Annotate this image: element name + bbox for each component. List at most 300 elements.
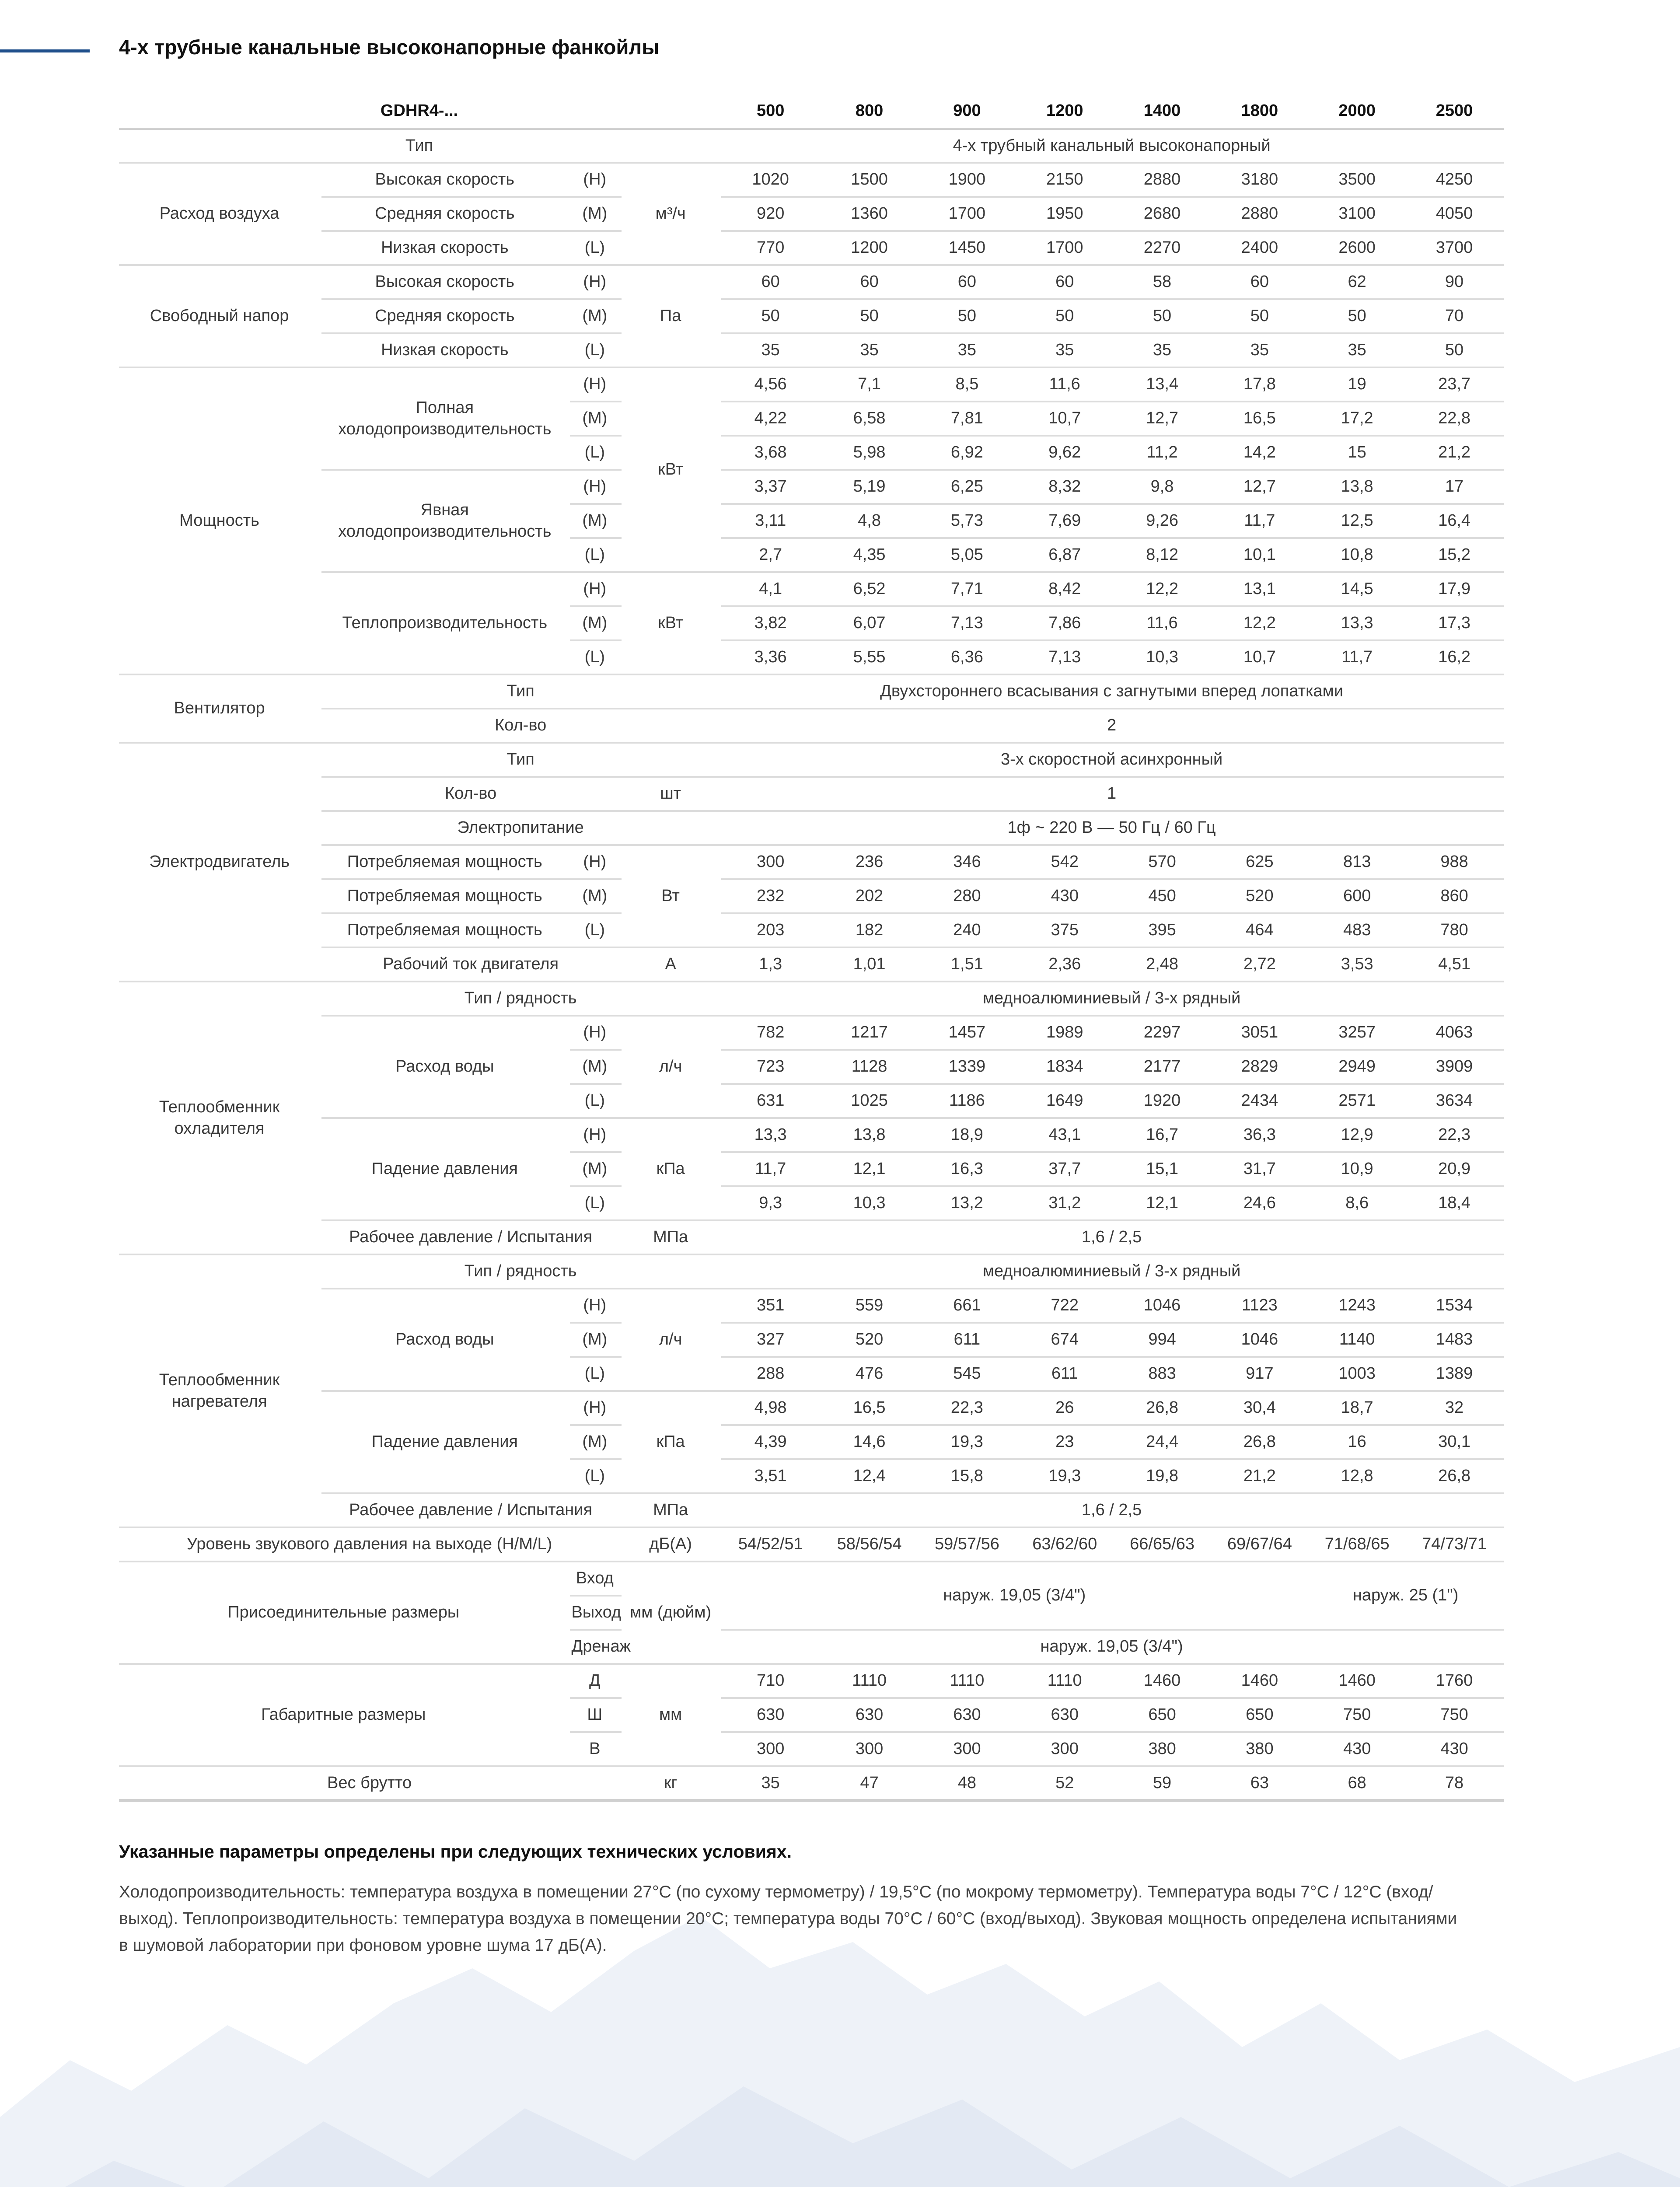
value-cell: 430 xyxy=(1016,879,1114,913)
value-cell: 3,36 xyxy=(720,640,821,674)
value-cell: 70 xyxy=(1406,299,1503,333)
table-row xyxy=(119,367,1503,402)
value-cell: 11,2 xyxy=(1114,436,1211,470)
value-cell: 476 xyxy=(821,1357,918,1391)
value-cell: 9,62 xyxy=(1016,436,1114,470)
mode-label: Вход xyxy=(569,1562,621,1596)
value-cell: 6,36 xyxy=(918,640,1016,674)
value-cell: 2,36 xyxy=(1016,947,1114,982)
value-cell: 1920 xyxy=(1114,1084,1211,1118)
row-label: Падение давления xyxy=(321,1391,569,1493)
unit-label: кПа xyxy=(621,1391,720,1493)
value-cell: 3180 xyxy=(1211,163,1308,197)
row-label: Падение давления xyxy=(321,1118,569,1220)
value-cell: наруж. 19,05 (3/4") xyxy=(720,1630,1503,1664)
value-cell: 58 xyxy=(1114,265,1211,299)
value-cell: 16,3 xyxy=(918,1152,1016,1186)
table-row xyxy=(119,1254,1503,1289)
model-header: 900 xyxy=(918,94,1016,129)
value-cell: 520 xyxy=(1211,879,1308,913)
value-cell: 74/73/71 xyxy=(1406,1527,1503,1562)
value-cell: 1046 xyxy=(1211,1323,1308,1357)
value-cell: 7,69 xyxy=(1016,504,1114,538)
value-cell: 2150 xyxy=(1016,163,1114,197)
mode-label: (H) xyxy=(569,163,621,197)
value-cell: 19,8 xyxy=(1114,1459,1211,1493)
value-cell: 50 xyxy=(1114,299,1211,333)
value-cell: 750 xyxy=(1406,1698,1503,1732)
row-label: Теплопроизводительность xyxy=(321,572,569,674)
table-row xyxy=(119,1220,1503,1254)
value-cell: 12,1 xyxy=(1114,1186,1211,1220)
value-cell: 3634 xyxy=(1406,1084,1503,1118)
unit-label: МПа xyxy=(621,1220,720,1254)
value-cell: 78 xyxy=(1406,1766,1503,1800)
mode-label: (L) xyxy=(569,913,621,947)
page-title: 4-х трубные канальные высоконапорные фанкойлы xyxy=(119,35,660,59)
value-cell: 464 xyxy=(1211,913,1308,947)
value-cell: 1003 xyxy=(1308,1357,1406,1391)
row-label: Уровень звукового давления на выходе (H/M/L) xyxy=(119,1527,621,1562)
value-cell: 47 xyxy=(821,1766,918,1800)
mode-label: (M) xyxy=(569,1050,621,1084)
value-cell: 8,32 xyxy=(1016,470,1114,504)
table-row xyxy=(119,470,1503,504)
value-cell: 16,5 xyxy=(1211,402,1308,436)
value-cell: 1460 xyxy=(1308,1664,1406,1698)
value-cell: 59 xyxy=(1114,1766,1211,1800)
value-cell: 2,48 xyxy=(1114,947,1211,982)
value-cell: 542 xyxy=(1016,845,1114,879)
value-cell: медноалюминиевый / 3-х рядный xyxy=(720,1254,1503,1289)
mode-label: (H) xyxy=(569,572,621,606)
value-cell: 860 xyxy=(1406,879,1503,913)
value-cell: 14,5 xyxy=(1308,572,1406,606)
value-cell: 750 xyxy=(1308,1698,1406,1732)
row-label: Полная холодопроизводительность xyxy=(321,367,569,470)
value-cell: 1 xyxy=(720,777,1503,811)
value-cell: медноалюминиевый / 3-х рядный xyxy=(720,982,1503,1016)
value-cell: 430 xyxy=(1308,1732,1406,1766)
value-cell: 395 xyxy=(1114,913,1211,947)
value-cell: 1339 xyxy=(918,1050,1016,1084)
value-cell: 8,5 xyxy=(918,367,1016,402)
value-cell: 24,4 xyxy=(1114,1425,1211,1459)
value-cell: 300 xyxy=(720,1732,821,1766)
value-cell: 1389 xyxy=(1406,1357,1503,1391)
value-cell: 13,3 xyxy=(720,1118,821,1152)
value-cell: 346 xyxy=(918,845,1016,879)
table-row xyxy=(119,572,1503,606)
value-cell: 18,7 xyxy=(1308,1391,1406,1425)
table-row xyxy=(119,947,1503,982)
value-cell: 11,7 xyxy=(1211,504,1308,538)
value-cell: 60 xyxy=(1016,265,1114,299)
value-cell: 12,2 xyxy=(1211,606,1308,640)
value-cell: 2434 xyxy=(1211,1084,1308,1118)
mode-label: (M) xyxy=(569,879,621,913)
value-cell: 6,87 xyxy=(1016,538,1114,572)
mode-label: (H) xyxy=(569,1391,621,1425)
value-cell: 3500 xyxy=(1308,163,1406,197)
value-cell: 3051 xyxy=(1211,1016,1308,1050)
value-cell: 1900 xyxy=(918,163,1016,197)
value-cell: 11,6 xyxy=(1114,606,1211,640)
value-cell: 10,9 xyxy=(1308,1152,1406,1186)
value-cell: 1950 xyxy=(1016,197,1114,231)
value-cell: 1,6 / 2,5 xyxy=(720,1220,1503,1254)
value-cell: 6,58 xyxy=(821,402,918,436)
mode-label: Выход xyxy=(569,1596,621,1630)
value-cell: 7,71 xyxy=(918,572,1016,606)
value-cell: 10,1 xyxy=(1211,538,1308,572)
row-label: Низкая скорость xyxy=(321,333,569,367)
mode-label: (H) xyxy=(569,1289,621,1323)
table-row xyxy=(119,1766,1503,1800)
row-label: Средняя скорость xyxy=(321,299,569,333)
value-cell: 13,1 xyxy=(1211,572,1308,606)
value-cell: 17 xyxy=(1406,470,1503,504)
value-cell: 2,7 xyxy=(720,538,821,572)
value-cell: 50 xyxy=(821,299,918,333)
value-cell: 182 xyxy=(821,913,918,947)
value-cell: 16,5 xyxy=(821,1391,918,1425)
value-cell: 5,73 xyxy=(918,504,1016,538)
group-label: Расход воздуха xyxy=(119,163,321,265)
value-cell: 2600 xyxy=(1308,231,1406,265)
value-cell: 20,9 xyxy=(1406,1152,1503,1186)
value-cell: 6,07 xyxy=(821,606,918,640)
table-row xyxy=(119,913,1503,947)
value-cell: 71/68/65 xyxy=(1308,1527,1406,1562)
value-cell: 35 xyxy=(1308,333,1406,367)
value-cell: 630 xyxy=(720,1698,821,1732)
mode-label: Дренаж xyxy=(569,1630,621,1664)
value-cell: 3,51 xyxy=(720,1459,821,1493)
value-cell: 630 xyxy=(821,1698,918,1732)
row-label: Средняя скорость xyxy=(321,197,569,231)
value-cell: 3909 xyxy=(1406,1050,1503,1084)
unit-label: A xyxy=(621,947,720,982)
value-cell: 15 xyxy=(1308,436,1406,470)
value-cell: 24,6 xyxy=(1211,1186,1308,1220)
value-cell: 4250 xyxy=(1406,163,1503,197)
group-label: Теплообменник охладителя xyxy=(119,982,321,1254)
value-cell: 1046 xyxy=(1114,1289,1211,1323)
table-row xyxy=(119,333,1503,367)
table-row xyxy=(119,845,1503,879)
group-label: Вентилятор xyxy=(119,674,321,743)
table-row xyxy=(119,129,1503,163)
mode-label: (H) xyxy=(569,470,621,504)
value-cell: 50 xyxy=(1308,299,1406,333)
notes-text: Холодопроизводительность: температура воздуха в помещении 27°С (по сухому термометру) / 19,5°С (по мокрому термометру). Температура воды 7°С / 12°С (вход/выход). Теплопроизводительность: температура воздуха в помещении 20°С; температура воды 70°С / 60°С (вход/выход). Звуковая мощность определена испытаниями в шумовой лаборатории при фоновом уровне шума 17 дБ(А). xyxy=(119,1883,1457,1955)
value-cell: 4063 xyxy=(1406,1016,1503,1050)
value-cell: 1457 xyxy=(918,1016,1016,1050)
value-cell: 2400 xyxy=(1211,231,1308,265)
table-row xyxy=(119,674,1503,709)
unit-label: л/ч xyxy=(621,1016,720,1118)
mode-label: (M) xyxy=(569,402,621,436)
value-cell: 2571 xyxy=(1308,1084,1406,1118)
value-cell: 630 xyxy=(918,1698,1016,1732)
value-cell: 202 xyxy=(821,879,918,913)
value-cell: 5,98 xyxy=(821,436,918,470)
mode-label: (L) xyxy=(569,1459,621,1493)
value-cell: 36,3 xyxy=(1211,1118,1308,1152)
unit-label: л/ч xyxy=(621,1289,720,1391)
value-cell: 26,8 xyxy=(1114,1391,1211,1425)
table-row xyxy=(119,1664,1503,1698)
value-cell: 63 xyxy=(1211,1766,1308,1800)
value-cell: 13,8 xyxy=(821,1118,918,1152)
value-cell: 31,7 xyxy=(1211,1152,1308,1186)
value-cell: 4,8 xyxy=(821,504,918,538)
value-cell: 6,25 xyxy=(918,470,1016,504)
value-cell: 10,3 xyxy=(821,1186,918,1220)
value-cell: 300 xyxy=(720,845,821,879)
value-cell: 11,7 xyxy=(720,1152,821,1186)
value-cell: 50 xyxy=(918,299,1016,333)
value-cell: 66/65/63 xyxy=(1114,1527,1211,1562)
value-cell: 2880 xyxy=(1114,163,1211,197)
value-cell: 16 xyxy=(1308,1425,1406,1459)
table-row xyxy=(119,879,1503,913)
table-row xyxy=(119,743,1503,777)
value-cell: 1110 xyxy=(821,1664,918,1698)
unit-label: м³/ч xyxy=(621,163,720,265)
value-cell: 920 xyxy=(720,197,821,231)
value-cell: 13,8 xyxy=(1308,470,1406,504)
mode-label: Ш xyxy=(569,1698,621,1732)
value-cell: 300 xyxy=(821,1732,918,1766)
mode-label: (L) xyxy=(569,1186,621,1220)
value-cell: 545 xyxy=(918,1357,1016,1391)
value-cell: 7,86 xyxy=(1016,606,1114,640)
value-cell: 21,2 xyxy=(1406,436,1503,470)
value-cell: 31,2 xyxy=(1016,1186,1114,1220)
value-cell: 52 xyxy=(1016,1766,1114,1800)
value-cell: 2880 xyxy=(1211,197,1308,231)
value-cell: 600 xyxy=(1308,879,1406,913)
mode-label: (M) xyxy=(569,504,621,538)
value-cell: 883 xyxy=(1114,1357,1211,1391)
unit-label: мм xyxy=(621,1664,720,1766)
value-cell: 35 xyxy=(1211,333,1308,367)
value-cell: 19,3 xyxy=(918,1425,1016,1459)
value-cell: 1217 xyxy=(821,1016,918,1050)
value-cell: 35 xyxy=(720,1766,821,1800)
value-cell: 9,3 xyxy=(720,1186,821,1220)
value-cell: 288 xyxy=(720,1357,821,1391)
value-cell: 48 xyxy=(918,1766,1016,1800)
value-cell: 240 xyxy=(918,913,1016,947)
value-cell: 1483 xyxy=(1406,1323,1503,1357)
row-label: Потребляемая мощность xyxy=(321,879,569,913)
value-cell: 12,7 xyxy=(1114,402,1211,436)
value-cell: 30,1 xyxy=(1406,1425,1503,1459)
value-cell: 17,2 xyxy=(1308,402,1406,436)
value-cell: 35 xyxy=(821,333,918,367)
value-cell: 3-х скоростной асинхронный xyxy=(720,743,1503,777)
value-cell: 280 xyxy=(918,879,1016,913)
value-cell: 22,8 xyxy=(1406,402,1503,436)
value-cell: 625 xyxy=(1211,845,1308,879)
row-label: Расход воды xyxy=(321,1289,569,1391)
row-label: Рабочее давление / Испытания xyxy=(321,1220,621,1254)
value-cell: 13,2 xyxy=(918,1186,1016,1220)
value-cell: 5,55 xyxy=(821,640,918,674)
value-cell: 3,82 xyxy=(720,606,821,640)
value-cell: 5,05 xyxy=(918,538,1016,572)
row-label: Явная холодопроизводительность xyxy=(321,470,569,572)
value-cell: 26 xyxy=(1016,1391,1114,1425)
value-cell: 17,9 xyxy=(1406,572,1503,606)
value-cell: 10,7 xyxy=(1016,402,1114,436)
value-cell: 1460 xyxy=(1211,1664,1308,1698)
value-cell: 59/57/56 xyxy=(918,1527,1016,1562)
unit-label: кВт xyxy=(621,367,720,572)
spec-table xyxy=(119,94,1504,1802)
value-cell: 14,6 xyxy=(821,1425,918,1459)
value-cell: 12,2 xyxy=(1114,572,1211,606)
value-cell: 9,8 xyxy=(1114,470,1211,504)
mode-label: (M) xyxy=(569,197,621,231)
value-cell: 60 xyxy=(720,265,821,299)
model-header: 2000 xyxy=(1308,94,1406,129)
value-cell: 994 xyxy=(1114,1323,1211,1357)
table-row xyxy=(119,94,1503,129)
value-cell: 12,5 xyxy=(1308,504,1406,538)
value-cell: 35 xyxy=(720,333,821,367)
value-cell: 2297 xyxy=(1114,1016,1211,1050)
table-row xyxy=(119,777,1503,811)
value-cell: 611 xyxy=(918,1323,1016,1357)
value-cell: 3257 xyxy=(1308,1016,1406,1050)
mode-label: (H) xyxy=(569,845,621,879)
value-cell: 30,4 xyxy=(1211,1391,1308,1425)
group-label: Теплообменник нагревателя xyxy=(119,1254,321,1527)
value-cell: 1760 xyxy=(1406,1664,1503,1698)
value-cell: 50 xyxy=(1016,299,1114,333)
group-label: Габаритные размеры xyxy=(119,1664,569,1766)
value-cell: 4,35 xyxy=(821,538,918,572)
value-cell: 7,13 xyxy=(918,606,1016,640)
value-cell: 2949 xyxy=(1308,1050,1406,1084)
value-cell: 4,56 xyxy=(720,367,821,402)
value-cell: 650 xyxy=(1211,1698,1308,1732)
value-cell: 661 xyxy=(918,1289,1016,1323)
value-cell: 770 xyxy=(720,231,821,265)
value-cell: 15,8 xyxy=(918,1459,1016,1493)
value-cell: 6,52 xyxy=(821,572,918,606)
value-cell: 4,98 xyxy=(720,1391,821,1425)
value-cell: 7,1 xyxy=(821,367,918,402)
notes-title: Указанные параметры определены при следующих технических условиях. xyxy=(119,1841,792,1862)
value-cell: 13,3 xyxy=(1308,606,1406,640)
value-cell: Двухстороннего всасывания с загнутыми вперед лопатками xyxy=(720,674,1503,709)
value-cell: наруж. 25 (1") xyxy=(1308,1562,1503,1630)
value-cell: 2829 xyxy=(1211,1050,1308,1084)
value-cell: 5,19 xyxy=(821,470,918,504)
value-cell: 1ф ~ 220 В — 50 Гц / 60 Гц xyxy=(720,811,1503,845)
group-label: Свободный напор xyxy=(119,265,321,367)
value-cell: 351 xyxy=(720,1289,821,1323)
value-cell: 68 xyxy=(1308,1766,1406,1800)
value-cell: 10,3 xyxy=(1114,640,1211,674)
value-cell: 35 xyxy=(1114,333,1211,367)
value-cell: 17,8 xyxy=(1211,367,1308,402)
value-cell: 917 xyxy=(1211,1357,1308,1391)
unit-label: мм (дюйм) xyxy=(621,1562,720,1664)
value-cell: 2 xyxy=(720,709,1503,743)
mode-label: (M) xyxy=(569,1425,621,1459)
unit-label: дБ(А) xyxy=(621,1527,720,1562)
mode-label: (L) xyxy=(569,640,621,674)
model-header: 500 xyxy=(720,94,821,129)
value-cell: 4,39 xyxy=(720,1425,821,1459)
value-cell: 1,3 xyxy=(720,947,821,982)
row-label: Высокая скорость xyxy=(321,265,569,299)
value-cell: 300 xyxy=(1016,1732,1114,1766)
row-label: Вес брутто xyxy=(119,1766,621,1800)
mode-label: В xyxy=(569,1732,621,1766)
mode-label: (M) xyxy=(569,1323,621,1357)
value-cell: 1834 xyxy=(1016,1050,1114,1084)
unit-label: шт xyxy=(621,777,720,811)
value-cell: 3,68 xyxy=(720,436,821,470)
table-row xyxy=(119,299,1503,333)
model-header: 1400 xyxy=(1114,94,1211,129)
table-row xyxy=(119,709,1503,743)
value-cell: 611 xyxy=(1016,1357,1114,1391)
value-cell: 722 xyxy=(1016,1289,1114,1323)
notes-section xyxy=(119,1841,1470,1959)
value-cell: 8,6 xyxy=(1308,1186,1406,1220)
value-cell: 16,4 xyxy=(1406,504,1503,538)
value-cell: 2177 xyxy=(1114,1050,1211,1084)
value-cell: 9,26 xyxy=(1114,504,1211,538)
mode-label: (L) xyxy=(569,538,621,572)
value-cell: 232 xyxy=(720,879,821,913)
value-cell: 559 xyxy=(821,1289,918,1323)
mode-label: (M) xyxy=(569,299,621,333)
mode-label: (H) xyxy=(569,1118,621,1152)
mode-label: (L) xyxy=(569,1357,621,1391)
group-label: Электродвигатель xyxy=(119,743,321,982)
value-cell: 60 xyxy=(918,265,1016,299)
value-cell: 570 xyxy=(1114,845,1211,879)
value-cell: 1360 xyxy=(821,197,918,231)
table-row xyxy=(119,1118,1503,1152)
unit-label: Па xyxy=(621,265,720,367)
value-cell: 15,1 xyxy=(1114,1152,1211,1186)
value-cell: 3100 xyxy=(1308,197,1406,231)
value-cell: 1110 xyxy=(1016,1664,1114,1698)
value-cell: 60 xyxy=(1211,265,1308,299)
row-label: Расход воды xyxy=(321,1016,569,1118)
value-cell: 26,8 xyxy=(1211,1425,1308,1459)
value-cell: 1534 xyxy=(1406,1289,1503,1323)
value-cell: 1186 xyxy=(918,1084,1016,1118)
value-cell: 3,11 xyxy=(720,504,821,538)
unit-label: кПа xyxy=(621,1118,720,1220)
value-cell: 4050 xyxy=(1406,197,1503,231)
value-cell: 8,12 xyxy=(1114,538,1211,572)
row-label: Тип xyxy=(321,743,720,777)
value-cell: 18,4 xyxy=(1406,1186,1503,1220)
value-cell: 203 xyxy=(720,913,821,947)
